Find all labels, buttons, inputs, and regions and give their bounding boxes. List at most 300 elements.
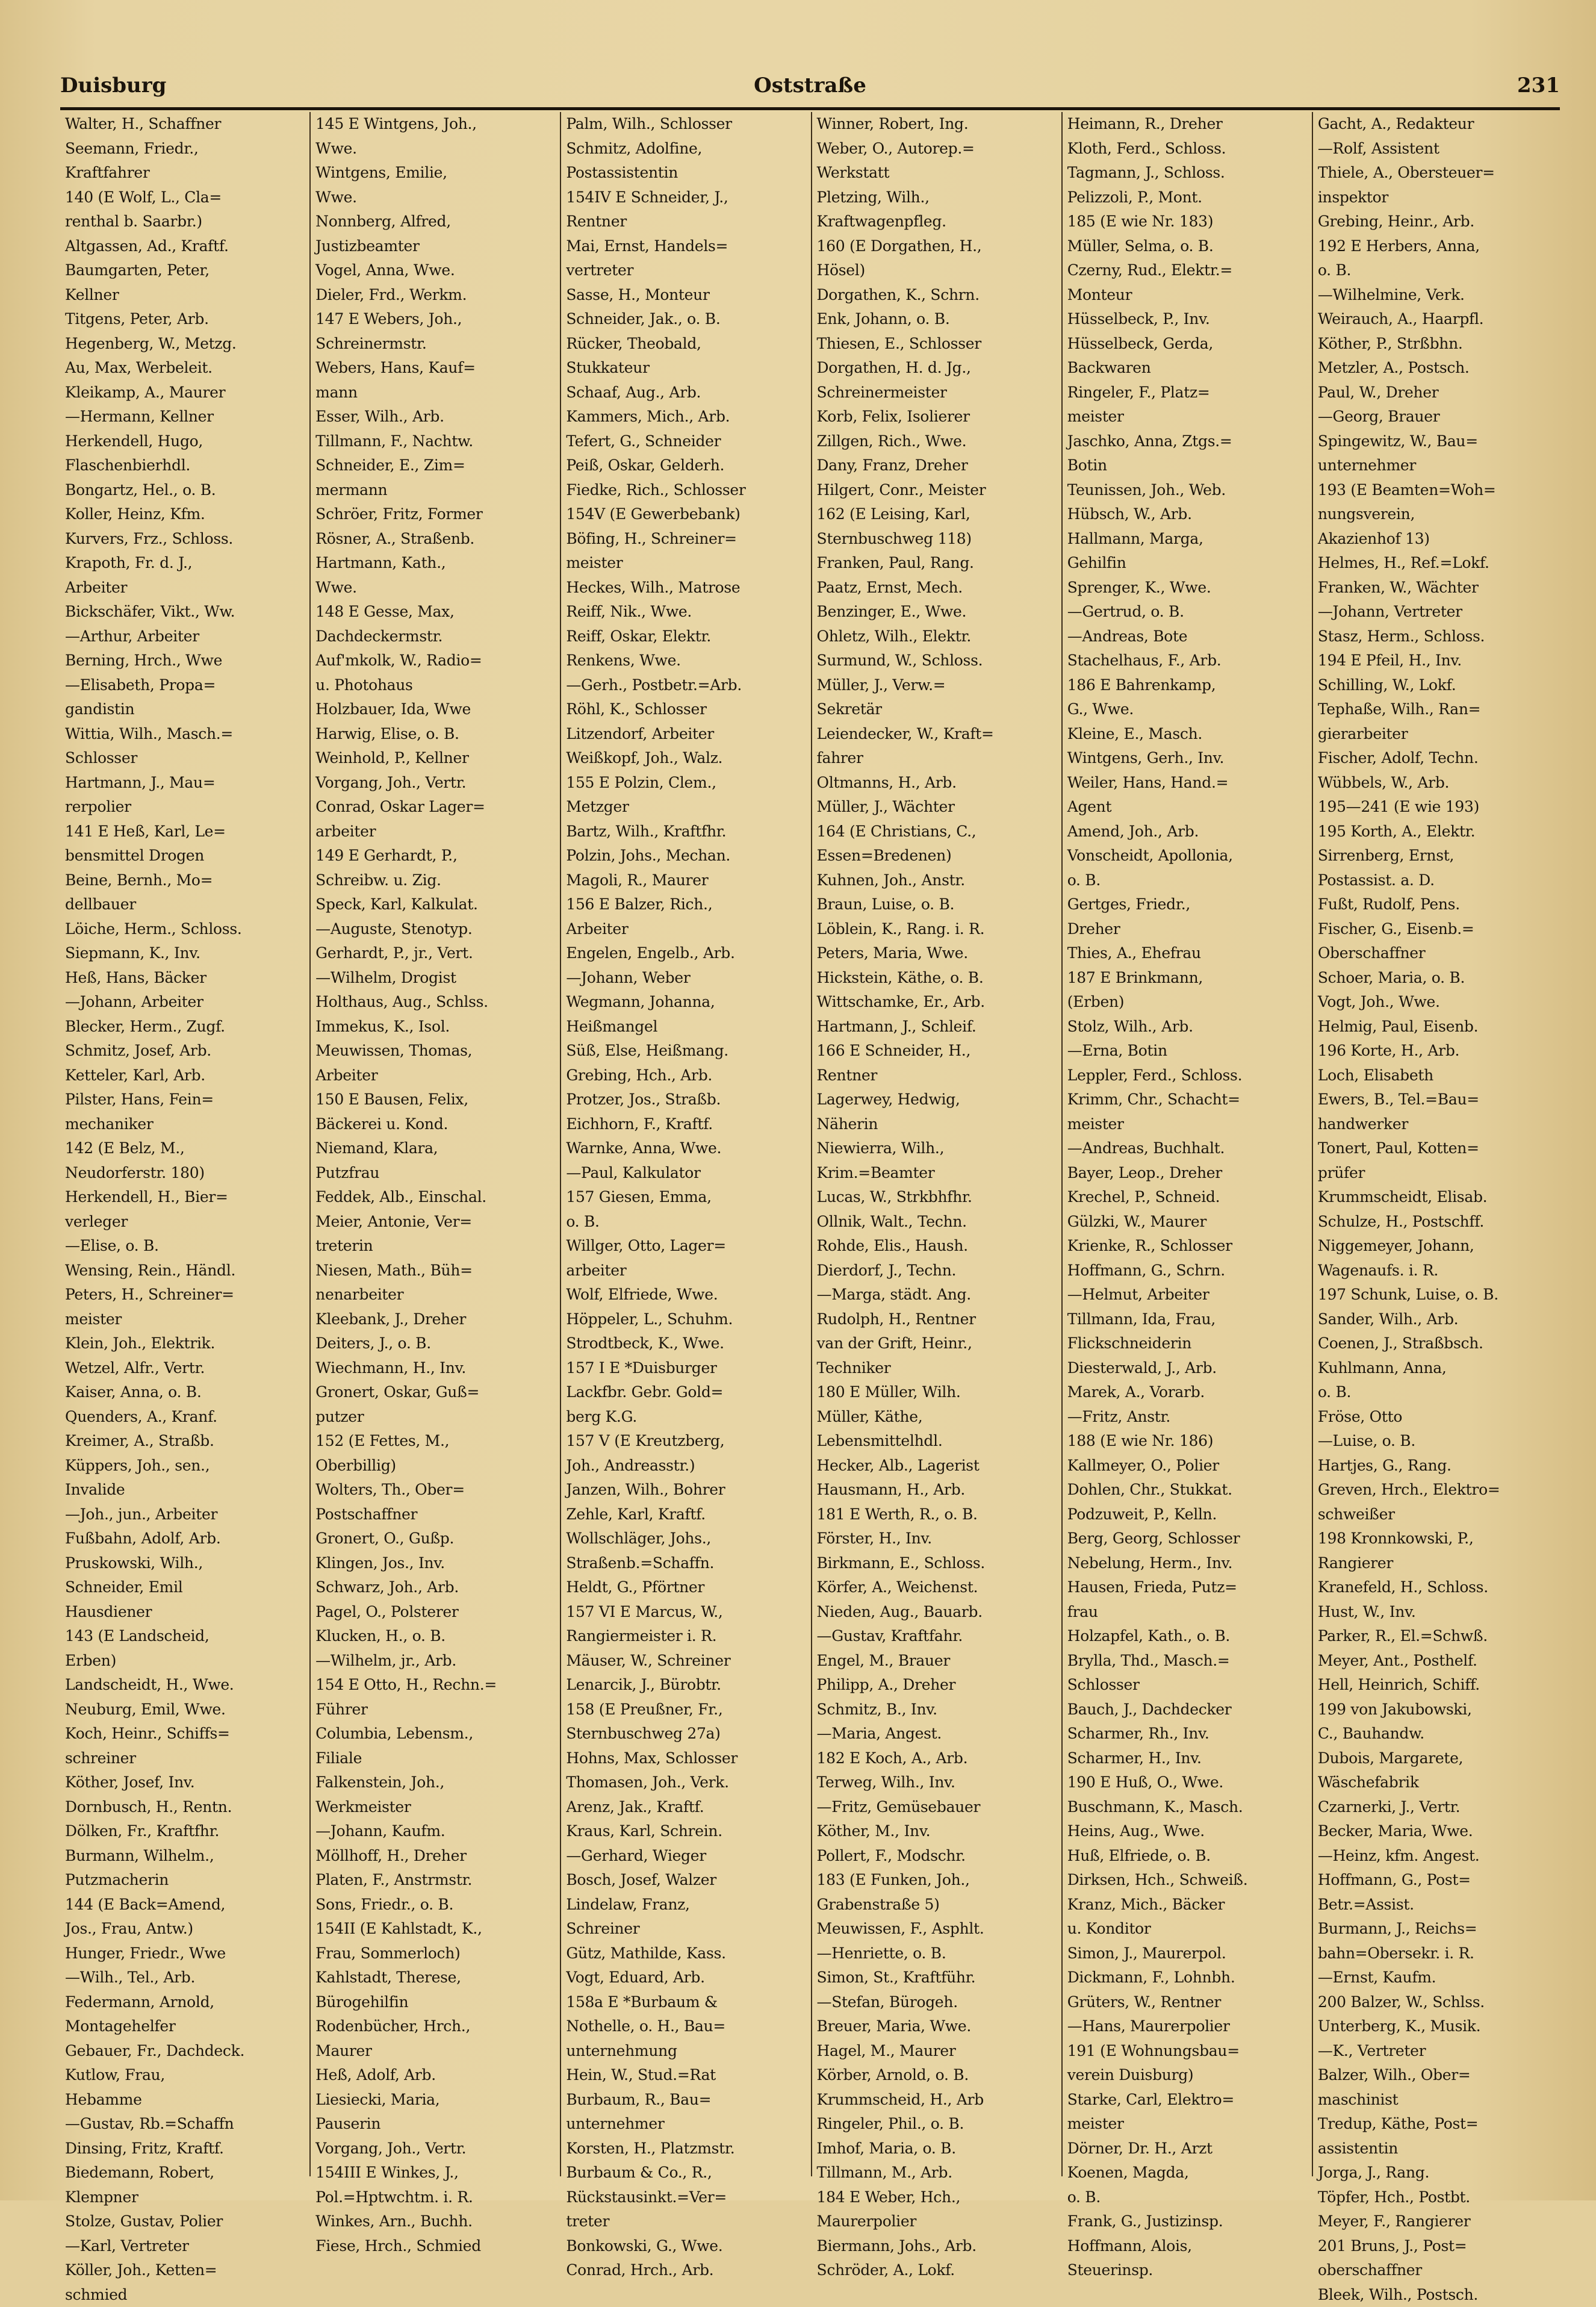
directory-entry: Holzbauer, Ida, Wwe [315, 697, 555, 722]
directory-entry: 192 E Herbers, Anna, [1318, 234, 1557, 259]
directory-entry: Justizbeamter [315, 234, 555, 259]
directory-entry: Krim.=Beamter [817, 1161, 1057, 1186]
directory-entry: Bartz, Wilh., Kraftfhr. [566, 820, 806, 844]
directory-entry: Deiters, J., o. B. [315, 1331, 555, 1356]
directory-entry: Ollnik, Walt., Techn. [817, 1210, 1057, 1234]
directory-entry: Meyer, Ant., Posthelf. [1318, 1649, 1557, 1673]
directory-entry: Bickschäfer, Vikt., Ww. [65, 600, 305, 624]
directory-entry: G., Wwe. [1067, 697, 1307, 722]
directory-entry: Thiele, A., Obersteuer= [1318, 161, 1557, 185]
directory-entry: Frank, G., Justizinsp. [1067, 2209, 1307, 2234]
directory-entry: Schreibw. u. Zig. [315, 868, 555, 893]
directory-entry: Franken, Paul, Rang. [817, 551, 1057, 576]
directory-entry: Sons, Friedr., o. B. [315, 1893, 555, 1917]
directory-entry: Hohns, Max, Schlosser [566, 1746, 806, 1771]
directory-entry: Beine, Bernh., Mo= [65, 868, 305, 893]
directory-entry: Bosch, Josef, Walzer [566, 1868, 806, 1893]
directory-entry: Köther, Josef, Inv. [65, 1770, 305, 1795]
directory-entry: Kallmeyer, O., Polier [1067, 1454, 1307, 1478]
directory-entry: u. Konditor [1067, 1917, 1307, 1941]
directory-entry: Müller, Selma, o. B. [1067, 234, 1307, 259]
directory-entry: Magoli, R., Maurer [566, 868, 806, 893]
directory-entry: —Arthur, Arbeiter [65, 624, 305, 649]
directory-entry: Loch, Elisabeth [1318, 1063, 1557, 1088]
directory-entry: Dachdeckermstr. [315, 624, 555, 649]
directory-entry: Schmitz, Josef, Arb. [65, 1039, 305, 1063]
directory-entry: Bauch, J., Dachdecker [1067, 1698, 1307, 1722]
directory-entry: Bleek, Wilh., Postsch. [1318, 2283, 1557, 2307]
directory-entry: Weißkopf, Joh., Walz. [566, 746, 806, 771]
directory-entry: 182 E Koch, A., Arb. [817, 1746, 1057, 1771]
directory-entry: 164 (E Christians, C., [817, 820, 1057, 844]
directory-entry: Pilster, Hans, Fein= [65, 1088, 305, 1112]
directory-entry: Postassistentin [566, 161, 806, 185]
directory-entry: Wäschefabrik [1318, 1770, 1557, 1795]
directory-entry: Klucken, H., o. B. [315, 1624, 555, 1649]
directory-entry: 154IV E Schneider, J., [566, 185, 806, 210]
directory-entry: Rohde, Elis., Haush. [817, 1234, 1057, 1259]
directory-entry: 154III E Winkes, J., [315, 2161, 555, 2185]
directory-entry: Flickschneiderin [1067, 1331, 1307, 1356]
directory-entry: 150 E Bausen, Felix, [315, 1088, 555, 1112]
directory-entry: Förster, H., Inv. [817, 1527, 1057, 1551]
directory-entry: Schröer, Fritz, Former [315, 502, 555, 527]
directory-entry: Dornbusch, H., Rentn. [65, 1795, 305, 1820]
directory-entry: Wübbels, W., Arb. [1318, 771, 1557, 795]
directory-entry: berg K.G. [566, 1405, 806, 1430]
directory-entry: Immekus, K., Isol. [315, 1015, 555, 1039]
directory-entry: —K., Vertreter [1318, 2039, 1557, 2064]
directory-entry: Klein, Joh., Elektrik. [65, 1331, 305, 1356]
directory-entry: Korsten, H., Platzmstr. [566, 2137, 806, 2161]
directory-entry: Tillmann, M., Arb. [817, 2161, 1057, 2185]
directory-entry: Kranz, Mich., Bäcker [1067, 1893, 1307, 1917]
directory-entry: nungsverein, [1318, 502, 1557, 527]
directory-entry: Dinsing, Fritz, Kraftf. [65, 2137, 305, 2161]
directory-entry: Sprenger, K., Wwe. [1067, 576, 1307, 600]
directory-entry: Burbaum, R., Bau= [566, 2088, 806, 2112]
header-street: Oststraße [60, 73, 1560, 98]
directory-entry: Heß, Hans, Bäcker [65, 966, 305, 991]
directory-entry: Rodenbücher, Hrch., [315, 2014, 555, 2039]
directory-entry: Rangierer [1318, 1551, 1557, 1576]
directory-entry: Neuburg, Emil, Wwe. [65, 1698, 305, 1722]
directory-entry: Pruskowski, Wilh., [65, 1551, 305, 1576]
directory-entry: Hartjes, G., Rang. [1318, 1454, 1557, 1478]
directory-entry: Dohlen, Chr., Stukkat. [1067, 1478, 1307, 1502]
directory-entry: Surmund, W., Schloss. [817, 649, 1057, 673]
header-city: Duisburg [60, 73, 166, 98]
directory-entry: Weber, O., Autorep.= [817, 137, 1057, 161]
directory-entry: Vogt, Eduard, Arb. [566, 1966, 806, 1990]
directory-entry: 185 (E wie Nr. 183) [1067, 210, 1307, 234]
directory-entry: Sasse, H., Monteur [566, 283, 806, 308]
directory-entry: Wolters, Th., Ober= [315, 1478, 555, 1502]
directory-entry: Klempner [65, 2185, 305, 2210]
directory-entry: Ohletz, Wilh., Elektr. [817, 624, 1057, 649]
directory-entry: Breuer, Maria, Wwe. [817, 2014, 1057, 2039]
directory-entry: Thiesen, E., Schlosser [817, 332, 1057, 356]
directory-entry: Ringeler, F., Platz= [1067, 381, 1307, 405]
directory-entry: Niesen, Math., Büh= [315, 1259, 555, 1283]
directory-entry: Vorgang, Joh., Vertr. [315, 771, 555, 795]
directory-entry: Terweg, Wilh., Inv. [817, 1770, 1057, 1795]
directory-column-1 [60, 112, 311, 2176]
directory-entry: Janzen, Wilh., Bohrer [566, 1478, 806, 1502]
directory-entry: Nothelle, o. H., Bau= [566, 2014, 806, 2039]
directory-entry: Leiendecker, W., Kraft= [817, 722, 1057, 747]
directory-entry: —Karl, Vertreter [65, 2234, 305, 2259]
directory-entry: Metzger [566, 795, 806, 820]
directory-entry: Scharmer, Rh., Inv. [1067, 1722, 1307, 1746]
directory-entry: Reiff, Oskar, Elektr. [566, 624, 806, 649]
directory-entry: Engelen, Engelb., Arb. [566, 941, 806, 966]
directory-column-6 [1313, 112, 1562, 2176]
directory-entry: Koenen, Magda, [1067, 2161, 1307, 2185]
directory-entry: Hüsselbeck, P., Inv. [1067, 307, 1307, 332]
directory-entry: unternehmer [566, 2112, 806, 2137]
directory-entry: —Wilhelm, Drogist [315, 966, 555, 991]
directory-entry: Müller, J., Verw.= [817, 673, 1057, 698]
directory-entry: Wwe. [315, 576, 555, 600]
directory-entry: —Wilhelmine, Verk. [1318, 283, 1557, 308]
directory-entry: C., Bauhandw. [1318, 1722, 1557, 1746]
directory-entry: Czerny, Rud., Elektr.= [1067, 258, 1307, 283]
directory-entry: Herkendell, H., Bier= [65, 1185, 305, 1210]
directory-entry: Starke, Carl, Elektro= [1067, 2088, 1307, 2112]
directory-entry: Grüters, W., Rentner [1067, 1990, 1307, 2015]
directory-entry: rerpolier [65, 795, 305, 820]
directory-entry: Stasz, Herm., Schloss. [1318, 624, 1557, 649]
directory-entry: Niggemeyer, Johann, [1318, 1234, 1557, 1259]
directory-entry: Hagel, M., Maurer [817, 2039, 1057, 2064]
directory-entry: renthal b. Saarbr.) [65, 210, 305, 234]
directory-entry: Fischer, Adolf, Techn. [1318, 746, 1557, 771]
directory-entry: Hausen, Frieda, Putz= [1067, 1575, 1307, 1600]
directory-entry: Wittia, Wilh., Masch.= [65, 722, 305, 747]
directory-entry: —Joh., jun., Arbeiter [65, 1502, 305, 1527]
directory-entry: Vogel, Anna, Wwe. [315, 258, 555, 283]
directory-entry: Dirksen, Hch., Schweiß. [1067, 1868, 1307, 1893]
directory-entry: Biedemann, Robert, [65, 2161, 305, 2185]
directory-entry: Peters, Maria, Wwe. [817, 941, 1057, 966]
directory-entry: Fröse, Otto [1318, 1405, 1557, 1430]
directory-entry: Töpfer, Hch., Postbt. [1318, 2185, 1557, 2210]
directory-entry: —Paul, Kalkulator [566, 1161, 806, 1186]
directory-entry: Vonscheidt, Apollonia, [1067, 844, 1307, 868]
directory-entry: Höppeler, L., Schuhm. [566, 1307, 806, 1332]
directory-entry: Nebelung, Herm., Inv. [1067, 1551, 1307, 1576]
directory-entry: Kuhnen, Joh., Anstr. [817, 868, 1057, 893]
directory-entry: Heimann, R., Dreher [1067, 112, 1307, 137]
directory-entry: Gütz, Mathilde, Kass. [566, 1941, 806, 1966]
directory-entry: Dieler, Frd., Werkm. [315, 283, 555, 308]
directory-entry: Thies, A., Ehefrau [1067, 941, 1307, 966]
directory-entry: frau [1067, 1600, 1307, 1625]
directory-entry: Klingen, Jos., Inv. [315, 1551, 555, 1576]
directory-entry: Paatz, Ernst, Mech. [817, 576, 1057, 600]
directory-entry: Enk, Johann, o. B. [817, 307, 1057, 332]
directory-entry: Fiese, Hrch., Schmied [315, 2234, 555, 2259]
directory-entry: Heldt, G., Pförtner [566, 1575, 806, 1600]
directory-entry: Siepmann, K., Inv. [65, 941, 305, 966]
directory-entry: Krienke, R., Schlosser [1067, 1234, 1307, 1259]
directory-entry: Ewers, B., Tel.=Bau= [1318, 1088, 1557, 1112]
directory-entry: 194 E Pfeil, H., Inv. [1318, 649, 1557, 673]
directory-entry: Liesiecki, Maria, [315, 2088, 555, 2112]
directory-entry: Kranefeld, H., Schloss. [1318, 1575, 1557, 1600]
directory-entry: Sirrenberg, Ernst, [1318, 844, 1557, 868]
directory-entry: 155 E Polzin, Clem., [566, 771, 806, 795]
directory-entry: 157 V (E Kreutzberg, [566, 1429, 806, 1454]
directory-entry: Altgassen, Ad., Kraftf. [65, 234, 305, 259]
directory-entry: Seemann, Friedr., [65, 137, 305, 161]
directory-entry: o. B. [1318, 258, 1557, 283]
directory-entry: Quenders, A., Kranf. [65, 1405, 305, 1430]
directory-entry: —Gerh., Postbetr.=Arb. [566, 673, 806, 698]
directory-entry: Maurer [315, 2039, 555, 2064]
directory-entry: Bürogehilfin [315, 1990, 555, 2015]
directory-entry: Agent [1067, 795, 1307, 820]
directory-entry: Dorgathen, H. d. Jg., [817, 356, 1057, 381]
directory-entry: Paul, W., Dreher [1318, 381, 1557, 405]
directory-entry: Hartmann, J., Schleif. [817, 1015, 1057, 1039]
directory-entry: Heins, Aug., Wwe. [1067, 1819, 1307, 1844]
directory-entry: Kreimer, A., Straßb. [65, 1429, 305, 1454]
directory-entry: Fußbahn, Adolf, Arb. [65, 1527, 305, 1551]
directory-entry: Helmes, H., Ref.=Lokf. [1318, 551, 1557, 576]
directory-entry: Tillmann, Ida, Frau, [1067, 1307, 1307, 1332]
directory-entry: Joh., Andreasstr.) [566, 1454, 806, 1478]
directory-entry: Tonert, Paul, Kotten= [1318, 1136, 1557, 1161]
directory-entry: Tagmann, J., Schloss. [1067, 161, 1307, 185]
directory-entry: Schmitz, B., Inv. [817, 1698, 1057, 1722]
directory-entry: Eichhorn, F., Kraftf. [566, 1112, 806, 1137]
directory-entry: Kraftfahrer [65, 161, 305, 185]
directory-entry: Hilgert, Conr., Meister [817, 478, 1057, 503]
directory-entry: Führer [315, 1698, 555, 1722]
directory-entry: —Stefan, Bürogeh. [817, 1990, 1057, 2015]
directory-entry: Wwe. [315, 185, 555, 210]
directory-entry: Bayer, Leop., Dreher [1067, 1161, 1307, 1186]
directory-entry: Bongartz, Hel., o. B. [65, 478, 305, 503]
directory-entry: Putzmacherin [65, 1868, 305, 1893]
directory-entry: 193 (E Beamten=Woh= [1318, 478, 1557, 503]
directory-entry: Gebauer, Fr., Dachdeck. [65, 2039, 305, 2064]
directory-entry: Heißmangel [566, 1015, 806, 1039]
directory-entry: —Georg, Brauer [1318, 405, 1557, 429]
directory-entry: Hell, Heinrich, Schiff. [1318, 1673, 1557, 1698]
directory-entry: Burmann, J., Reichs= [1318, 1917, 1557, 1941]
directory-entry: Arbeiter [315, 1063, 555, 1088]
directory-entry: Marek, A., Vorarb. [1067, 1380, 1307, 1405]
directory-entry: Metzler, A., Postsch. [1318, 356, 1557, 381]
directory-entry: Koch, Heinr., Schiffs= [65, 1722, 305, 1746]
directory-entry: Auf'mkolk, W., Radio= [315, 649, 555, 673]
directory-entry: Essen=Bredenen) [817, 844, 1057, 868]
directory-entry: Hecker, Alb., Lagerist [817, 1454, 1057, 1478]
directory-entry: Stachelhaus, F., Arb. [1067, 649, 1307, 673]
directory-entry: Wollschläger, Johs., [566, 1527, 806, 1551]
directory-entry: 158 (E Preußner, Fr., [566, 1698, 806, 1722]
directory-entry: Postschaffner [315, 1502, 555, 1527]
directory-entry: Botin [1067, 453, 1307, 478]
directory-entry: Dörner, Dr. H., Arzt [1067, 2137, 1307, 2161]
directory-entry: Simon, J., Maurerpol. [1067, 1941, 1307, 1966]
directory-entry: Arbeiter [566, 917, 806, 942]
directory-entry: Köther, P., Strßbhn. [1318, 332, 1557, 356]
directory-entry: treterin [315, 1234, 555, 1259]
directory-entry: Schlosser [1067, 1673, 1307, 1698]
directory-entry: Esser, Wilh., Arb. [315, 405, 555, 429]
directory-entry: Wensing, Rein., Händl. [65, 1259, 305, 1283]
directory-entry: bahn=Obersekr. i. R. [1318, 1941, 1557, 1966]
directory-entry: Lucas, W., Strkbhfhr. [817, 1185, 1057, 1210]
directory-entry: Gertges, Friedr., [1067, 892, 1307, 917]
directory-columns [60, 112, 1562, 2176]
directory-entry: —Hermann, Kellner [65, 405, 305, 429]
directory-entry: —Wilhelm, jr., Arb. [315, 1649, 555, 1673]
directory-entry: —Johann, Weber [566, 966, 806, 991]
directory-entry: 148 E Gesse, Max, [315, 600, 555, 624]
directory-entry: Kutlow, Frau, [65, 2063, 305, 2088]
directory-entry: 196 Korte, H., Arb. [1318, 1039, 1557, 1063]
directory-entry: handwerker [1318, 1112, 1557, 1137]
directory-entry: Federmann, Arnold, [65, 1990, 305, 2015]
directory-entry: Kammers, Mich., Arb. [566, 405, 806, 429]
directory-entry: o. B. [1067, 868, 1307, 893]
directory-entry: 149 E Gerhardt, P., [315, 844, 555, 868]
directory-entry: Teunissen, Joh., Web. [1067, 478, 1307, 503]
directory-entry: meister [1067, 1112, 1307, 1137]
directory-entry: Harwig, Elise, o. B. [315, 722, 555, 747]
directory-entry: Balzer, Wilh., Ober= [1318, 2063, 1557, 2088]
directory-entry: Stukkateur [566, 356, 806, 381]
directory-entry: Blecker, Herm., Zugf. [65, 1015, 305, 1039]
directory-entry: Peiß, Oskar, Gelderh. [566, 453, 806, 478]
directory-entry: Hartmann, Kath., [315, 551, 555, 576]
directory-entry: Süß, Else, Heißmang. [566, 1039, 806, 1063]
directory-entry: Betr.=Assist. [1318, 1893, 1557, 1917]
directory-entry: Korb, Felix, Isolierer [817, 405, 1057, 429]
directory-entry: arbeiter [566, 1259, 806, 1283]
directory-entry: Mai, Ernst, Handels= [566, 234, 806, 259]
directory-entry: Weirauch, A., Haarpfl. [1318, 307, 1557, 332]
directory-entry: 162 (E Leising, Karl, [817, 502, 1057, 527]
directory-entry: vertreter [566, 258, 806, 283]
directory-entry: Koller, Heinz, Kfm. [65, 502, 305, 527]
directory-entry: Näherin [817, 1112, 1057, 1137]
directory-entry: Kraftwagenpfleg. [817, 210, 1057, 234]
directory-entry: Werkmeister [315, 1795, 555, 1820]
directory-entry: Willger, Otto, Lager= [566, 1234, 806, 1259]
directory-entry: Nieden, Aug., Bauarb. [817, 1600, 1057, 1625]
directory-entry: Möllhoff, H., Dreher [315, 1844, 555, 1869]
directory-entry: Walter, H., Schaffner [65, 112, 305, 137]
directory-entry: unternehmer [1318, 453, 1557, 478]
directory-entry: Müller, J., Wächter [817, 795, 1057, 820]
directory-entry: Lackfbr. Gebr. Gold= [566, 1380, 806, 1405]
directory-entry: Wagenaufs. i. R. [1318, 1259, 1557, 1283]
directory-entry: Vogt, Joh., Wwe. [1318, 990, 1557, 1015]
directory-entry: —Rolf, Assistent [1318, 137, 1557, 161]
directory-entry: Arbeiter [65, 576, 305, 600]
directory-entry: gierarbeiter [1318, 722, 1557, 747]
directory-entry: Hebamme [65, 2088, 305, 2112]
directory-entry: Pagel, O., Polsterer [315, 1600, 555, 1625]
directory-entry: Werkstatt [817, 161, 1057, 185]
directory-entry: 195—241 (E wie 193) [1318, 795, 1557, 820]
directory-entry: schweißer [1318, 1502, 1557, 1527]
directory-entry: Hübsch, W., Arb. [1067, 502, 1307, 527]
directory-entry: Parker, R., El.=Schwß. [1318, 1624, 1557, 1649]
directory-entry: 147 E Webers, Joh., [315, 307, 555, 332]
directory-entry: Schlosser [65, 746, 305, 771]
directory-entry: Hösel) [817, 258, 1057, 283]
directory-entry: oberschaffner [1318, 2258, 1557, 2283]
directory-entry: Fußt, Rudolf, Pens. [1318, 892, 1557, 917]
directory-entry: —Wilh., Tel., Arb. [65, 1966, 305, 1990]
directory-entry: —Fritz, Gemüsebauer [817, 1795, 1057, 1820]
directory-entry: Columbia, Lebensm., [315, 1722, 555, 1746]
directory-entry: Zehle, Karl, Kraftf. [566, 1502, 806, 1527]
directory-entry: van der Grift, Heinr., [817, 1331, 1057, 1356]
directory-entry: Schoer, Maria, o. B. [1318, 966, 1557, 991]
directory-entry: o. B. [1318, 1380, 1557, 1405]
directory-entry: Rückstausinkt.=Ver= [566, 2185, 806, 2210]
directory-entry: Winkes, Arn., Buchh. [315, 2209, 555, 2234]
directory-entry: Stolz, Wilh., Arb. [1067, 1015, 1307, 1039]
directory-entry: Rangiermeister i. R. [566, 1624, 806, 1649]
directory-entry: Gacht, A., Redakteur [1318, 112, 1557, 137]
directory-entry: Weiler, Hans, Hand.= [1067, 771, 1307, 795]
directory-entry: 154 E Otto, H., Rechn.= [315, 1673, 555, 1698]
directory-entry: Dorgathen, K., Schrn. [817, 283, 1057, 308]
directory-entry: 186 E Bahrenkamp, [1067, 673, 1307, 698]
directory-entry: Meuwissen, F., Asphlt. [817, 1917, 1057, 1941]
directory-entry: 142 (E Belz, M., [65, 1136, 305, 1161]
directory-entry: Arenz, Jak., Kraftf. [566, 1795, 806, 1820]
directory-entry: mann [315, 381, 555, 405]
directory-entry: Kuhlmann, Anna, [1318, 1356, 1557, 1381]
directory-entry: Lagerwey, Hedwig, [817, 1088, 1057, 1112]
directory-entry: —Erna, Botin [1067, 1039, 1307, 1063]
directory-entry: Fiedke, Rich., Schlosser [566, 478, 806, 503]
directory-entry: Gronert, O., Gußp. [315, 1527, 555, 1551]
directory-entry: Rudolph, H., Rentner [817, 1307, 1057, 1332]
directory-entry: Niewierra, Wilh., [817, 1136, 1057, 1161]
directory-entry: Grabenstraße 5) [817, 1893, 1057, 1917]
directory-entry: Wegmann, Johanna, [566, 990, 806, 1015]
directory-entry: 140 (E Wolf, L., Cla= [65, 185, 305, 210]
directory-entry: gandistin [65, 697, 305, 722]
directory-entry: 191 (E Wohnungsbau= [1067, 2039, 1307, 2064]
directory-entry: Scharmer, H., Inv. [1067, 1746, 1307, 1771]
directory-entry: Meyer, F., Rangierer [1318, 2209, 1557, 2234]
directory-entry: Krummscheid, H., Arb [817, 2088, 1057, 2112]
directory-entry: Mäuser, W., Schreiner [566, 1649, 806, 1673]
directory-entry: Biermann, Johs., Arb. [817, 2234, 1057, 2259]
directory-entry: Hausmann, H., Arb. [817, 1478, 1057, 1502]
directory-entry: —Maria, Angest. [817, 1722, 1057, 1746]
directory-entry: 154V (E Gewerbebank) [566, 502, 806, 527]
directory-entry: Meuwissen, Thomas, [315, 1039, 555, 1063]
directory-entry: Neudorferstr. 180) [65, 1161, 305, 1186]
directory-column-2 [311, 112, 561, 2176]
directory-entry: Sternbuschweg 27a) [566, 1722, 806, 1746]
directory-entry: Hausdiener [65, 1600, 305, 1625]
directory-entry: Schneider, Jak., o. B. [566, 307, 806, 332]
